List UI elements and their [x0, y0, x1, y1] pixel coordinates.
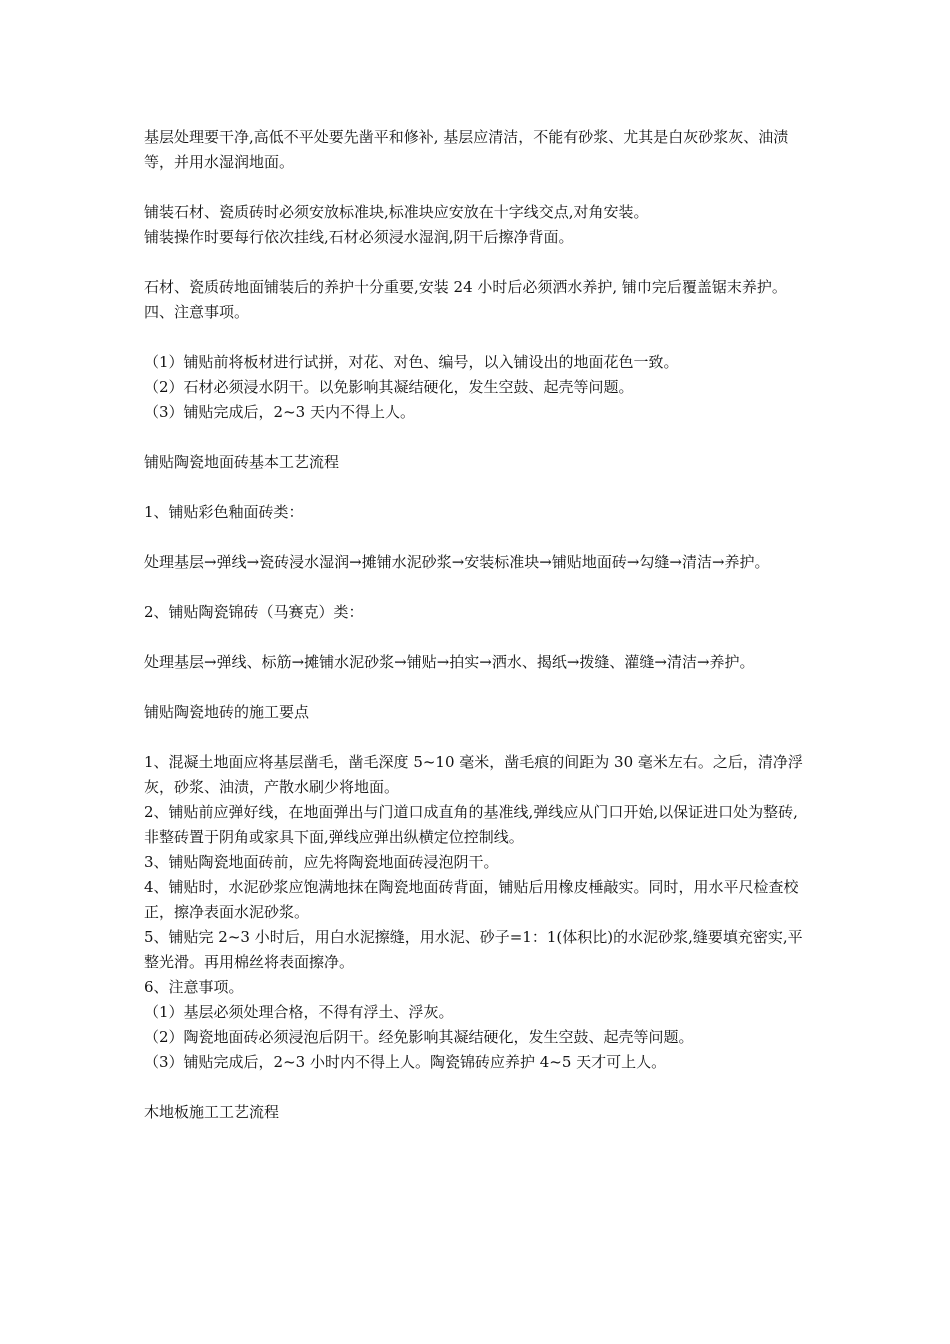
blank-line: [144, 525, 812, 550]
list-item: （2）陶瓷地面砖必须浸泡后阴干。经免影响其凝结硬化，发生空鼓、起壳等问题。: [144, 1028, 694, 1046]
blank-line: [144, 250, 812, 275]
blank-line: [144, 325, 812, 350]
list-item: 6、注意事项。: [144, 978, 244, 996]
list-item: （2）石材必须浸水阴干。以免影响其凝结硬化，发生空鼓、起壳等问题。: [144, 378, 634, 396]
subsection-heading: 2、铺贴陶瓷锦砖（马赛克）类：: [144, 603, 364, 621]
section-heading: 四、注意事项。: [144, 303, 250, 321]
blank-line: [144, 725, 812, 750]
subsection-heading: 1、铺贴彩色釉面砖类：: [144, 503, 304, 521]
list-item: （3）铺贴完成后，2~3 小时内不得上人。陶瓷锦砖应养护 4~5 天才可上人。: [144, 1053, 667, 1071]
section-heading: 铺贴陶瓷地面砖基本工艺流程: [144, 453, 340, 471]
list-item: 4、铺贴时，水泥砂浆应饱满地抹在陶瓷地面砖背面，铺贴后用橡皮棰敲实。同时，用水平尺检查校正，擦净表面水泥砂浆。: [144, 878, 799, 921]
section-heading: 木地板施工工艺流程: [144, 1103, 280, 1121]
paragraph: 铺装操作时要每行依次挂线,石材必须浸水湿润,阴干后擦净背面。: [144, 228, 574, 246]
document-body: [144, 125, 812, 1125]
process-flow: 处理基层→弹线、标筋→摊铺水泥砂浆→铺贴→拍实→洒水、揭纸→拨缝、灌缝→清洁→养护。: [144, 653, 755, 671]
blank-line: [144, 575, 812, 600]
blank-line: [144, 175, 812, 200]
blank-line: [144, 425, 812, 450]
blank-line: [144, 475, 812, 500]
list-item: （1）铺贴前将板材进行试拼，对花、对色、编号，以入铺设出的地面花色一致。: [144, 353, 679, 371]
list-item: （3）铺贴完成后，2~3 天内不得上人。: [144, 403, 415, 421]
process-flow: 处理基层→弹线→瓷砖浸水湿润→摊铺水泥砂浆→安装标准块→铺贴地面砖→勾缝→清洁→养护。: [144, 553, 770, 571]
list-item: 1、混凝土地面应将基层凿毛，凿毛深度 5~10 毫米，凿毛痕的间距为 30 毫米左右。之后，清净浮灰，砂浆、油渍，产散水刷少将地面。: [144, 753, 803, 796]
paragraph: 石材、瓷质砖地面铺装后的养护十分重要,安装 24 小时后必须洒水养护, 铺巾完后覆盖锯末养护。: [144, 278, 787, 296]
blank-line: [144, 1075, 812, 1100]
paragraph: 基层处理要干净,高低不平处要先凿平和修补, 基层应清洁，不能有砂浆、尤其是白灰砂浆灰、油渍等，并用水湿润地面。: [144, 128, 789, 171]
list-item: （1）基层必须处理合格，不得有浮土、浮灰。: [144, 1003, 454, 1021]
section-heading: 铺贴陶瓷地砖的施工要点: [144, 703, 310, 721]
paragraph: 铺装石材、瓷质砖时必须安放标准块,标准块应安放在十字线交点,对角安装。: [144, 203, 649, 221]
list-item: 2、铺贴前应弹好线，在地面弹出与门道口成直角的基准线,弹线应从门口开始,以保证进口处为整砖,非整砖置于阴角或家具下面,弹线应弹出纵横定位控制线。: [144, 803, 798, 846]
list-item: 5、铺贴完 2~3 小时后，用白水泥擦缝，用水泥、砂子=1：1(体积比)的水泥砂浆,缝要填充密实,平整光滑。再用棉丝将表面擦净。: [144, 928, 803, 971]
blank-line: [144, 625, 812, 650]
list-item: 3、铺贴陶瓷地面砖前，应先将陶瓷地面砖浸泡阴干。: [144, 853, 499, 871]
blank-line: [144, 675, 812, 700]
